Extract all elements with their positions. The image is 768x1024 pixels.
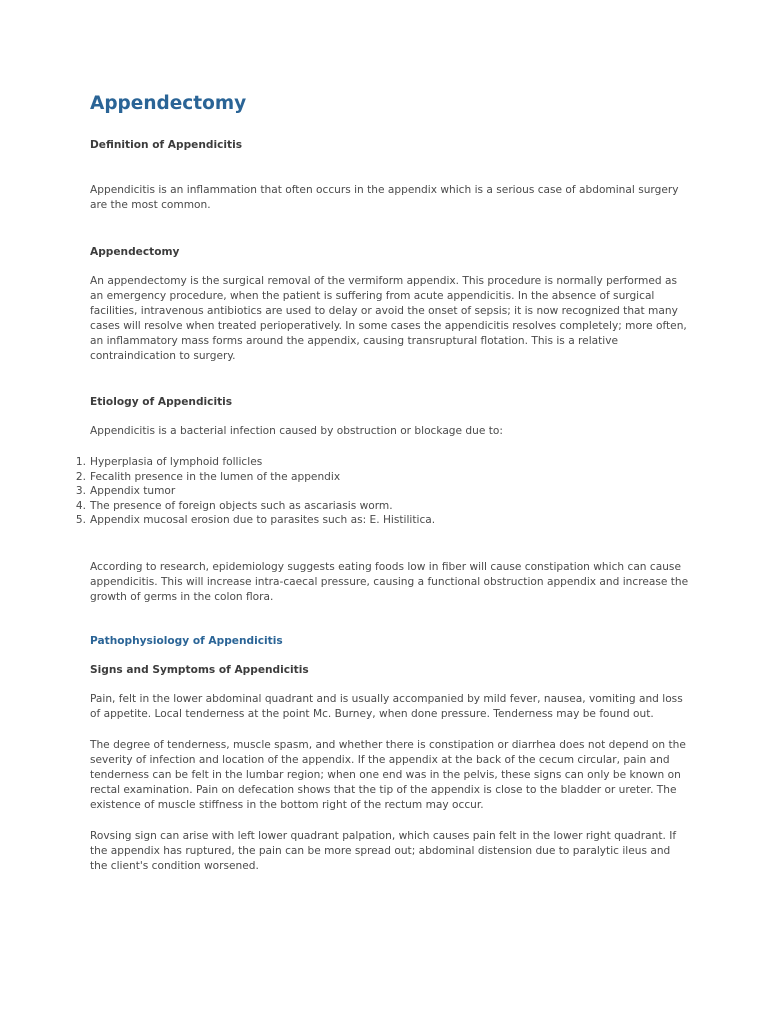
list-item [75, 513, 690, 528]
pathophysiology-heading[interactable]: Pathophysiology of Appendicitis [90, 634, 283, 647]
signs-paragraph-1: Pain, felt in the lower abdominal quadrant and is usually accompanied by mild fever, nausea, vomiting and loss of appetite. Local tenderness at the point Mc. Burney, when done pressure. Tenderness may be found out. [90, 692, 683, 720]
list-item-number: 4. [75, 499, 86, 512]
etiology-heading: Etiology of Appendicitis [90, 396, 233, 408]
list-item-number: 3. [75, 485, 86, 497]
list-item-text: Hyperplasia of lymphoid follicles [90, 456, 263, 468]
definition-text: Appendicitis is an inflammation that often occurs in the appendix which is a serious case of abdominal surgery are the most common. [90, 184, 679, 211]
list-item-text: Appendix mucosal erosion due to parasites such as: E. Histilitica. [90, 514, 436, 526]
list-item-text: The presence of foreign objects such as ascariasis worm. [90, 499, 393, 512]
page-title: Appendectomy [90, 93, 247, 114]
list-item [75, 455, 690, 470]
definition-heading: Definition of Appendicitis [90, 139, 243, 151]
signs-heading: Signs and Symptoms of Appendicitis [90, 663, 309, 676]
etiology-intro: Appendicitis is a bacterial infection caused by obstruction or blockage due to: [90, 425, 503, 437]
appendectomy-heading: Appendectomy [90, 246, 180, 258]
etiology-list [75, 455, 690, 528]
list-item-text: Appendix tumor [90, 485, 176, 497]
list-item [75, 484, 690, 499]
epidemiology-text: According to research, epidemiology suggests eating foods low in fiber will cause constipation which can cause appendicitis. This will increase intra-caecal pressure, causing a functional obstruction appendix and increase the growth of germs in the colon flora. [90, 560, 689, 603]
list-item-number: 5. [75, 514, 86, 526]
list-item-number: 1. [75, 456, 86, 468]
list-item-text: Fecalith presence in the lumen of the appendix [90, 470, 341, 483]
list-item-number: 2. [75, 470, 86, 483]
signs-paragraph-3: Rovsing sign can arise with left lower quadrant palpation, which causes pain felt in the lower right quadrant. If the appendix has ruptured, the pain can be more spread out; abdominal distension due to paralytic ileus and the client's condition worsened. [90, 829, 677, 872]
signs-paragraph-2: The degree of tenderness, muscle spasm, and whether there is constipation or diarrhea does not depend on the severity of infection and location of the appendix. If the appendix at the back of the cecum circular, pain and tenderness can be felt in the lumbar region; when one end was in the pelvis, these signs can only be known on rectal examination. Pain on defecation shows that the tip of the appendix is close to the bladder or ureter. The existence of muscle stiffness in the bottom right of the rectum may occur. [90, 738, 686, 811]
document-page [75, 92, 690, 874]
appendectomy-text: An appendectomy is the surgical removal of the vermiform appendix. This procedure is normally performed as an emergency procedure, when the patient is suffering from acute appendicitis. In the absence of surgical facilities, intravenous antibiotics are used to delay or avoid the onset of sepsis; it is now recognized that many cases will resolve when treated perioperatively. In some cases the appendicitis resolves completely; more often, an inflammatory mass forms around the appendix, causing transruptural flotation. This is a relative contraindication to surgery. [90, 275, 687, 362]
list-item [75, 499, 690, 514]
list-item [75, 470, 690, 485]
